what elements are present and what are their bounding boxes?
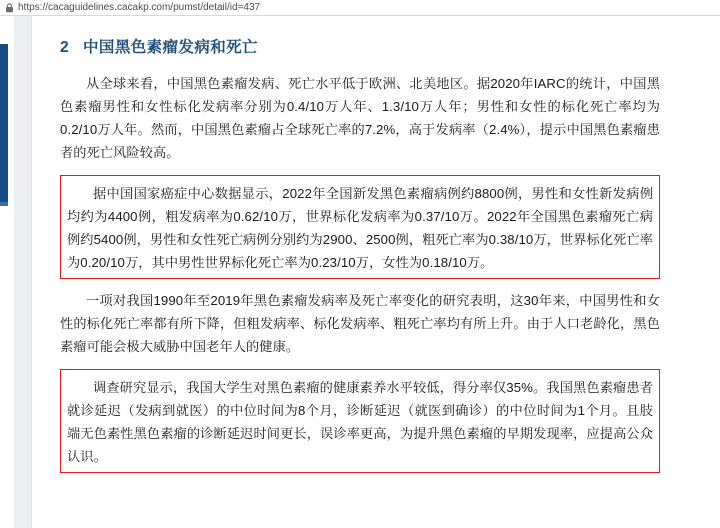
highlight-box-1: [60, 175, 660, 279]
paragraph-2: 据中国国家癌症中心数据显示，2022年全国新发黑色素瘤病例约8800例，男性和女性新发病例均约为4400例，粗发病率为0.62/10万，世界标化发病率为0.37/10万。2022年全国黑色素瘤死亡病例约5400例，男性和女性死亡病例分别约为2900、2500例，粗死亡率为0.38/10万，世界标化死亡率为0.20/10万，其中男性世界标化死亡率为0.23/10万，女性为0.18/10万。: [67, 186, 653, 271]
rail-accent-bar-secondary: [0, 202, 8, 206]
paragraph-4: 调查研究显示，我国大学生对黑色素瘤的健康素养水平较低，得分率仅35%。我国黑色素瘤患者就诊延迟（发病到就医）的中位时间为8个月，诊断延迟（就医到确诊）的中位时间为1个月。且肢端无色素性黑色素瘤的诊断延迟时间更长，误诊率更高，为提升黑色素瘤的早期发现率，应提高公众认识。: [67, 380, 653, 465]
highlight-box-2: [60, 369, 660, 473]
document-content: [60, 38, 660, 483]
paragraph-1: 从全球来看，中国黑色素瘤发病、死亡水平低于欧洲、北美地区。据2020年IARC的统计，中国黑色素瘤男性和女性标化发病率分别为0.4/10万人年、1.3/10万人年；男性和女性的标化死亡率均为0.2/10万人年。然而，中国黑色素瘤占全球死亡率的7.2%，高于发病率（2.4%），提示中国黑色素瘤患者的死亡风险较高。: [60, 76, 660, 161]
section-title: 中国黑色素瘤发病和死亡: [83, 39, 258, 56]
viewer-gutter: [14, 16, 32, 528]
section-number: 2: [60, 39, 70, 56]
browser-url-bar[interactable]: [0, 0, 720, 16]
rail-accent-bar: [0, 44, 8, 202]
url-text: https://cacaguidelines.cacakp.com/pumst/detail/id=437: [18, 2, 261, 13]
paragraph-3: 一项对我国1990年至2019年黑色素瘤发病率及死亡率变化的研究表明，这30年来，中国男性和女性的标化死亡率都有所下降，但粗发病率、标化发病率、粗死亡率均有所上升。由于人口老龄化，黑色素瘤可能会极大威胁中国老年人的健康。: [60, 293, 660, 355]
page-title: [60, 38, 660, 58]
lock-icon: [4, 2, 15, 13]
viewer-left-rail: [0, 16, 14, 528]
document-page-sheet: [32, 16, 720, 528]
